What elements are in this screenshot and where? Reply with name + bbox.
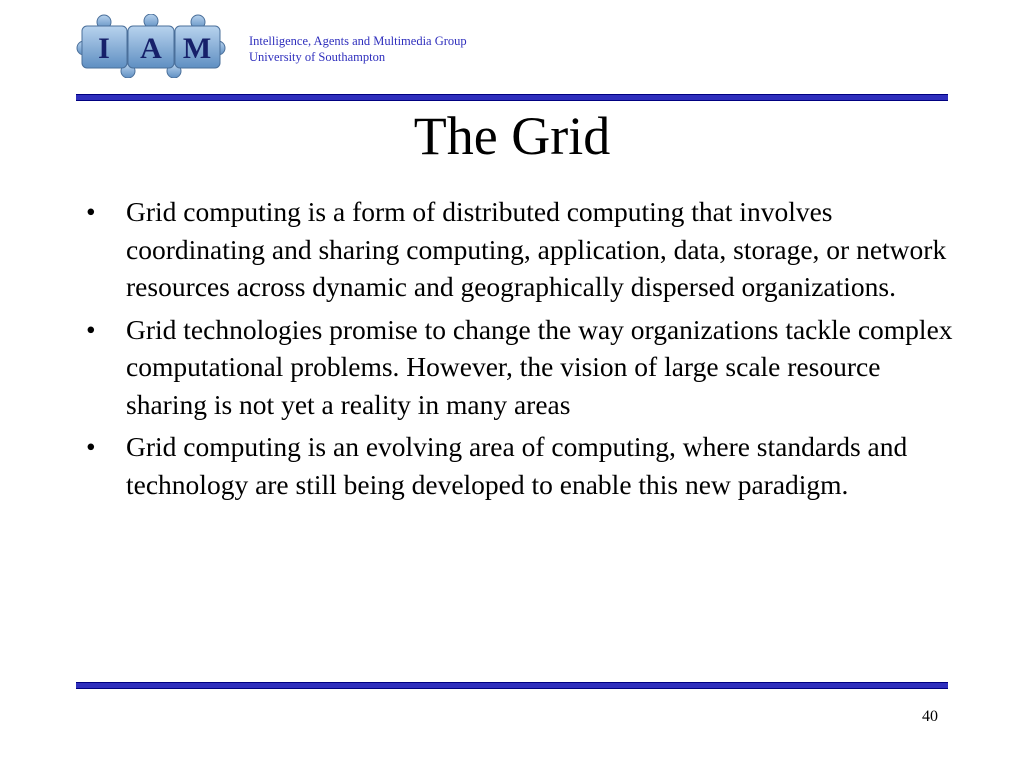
top-divider bbox=[76, 94, 948, 101]
bottom-divider bbox=[76, 682, 948, 689]
university-name: University of Southampton bbox=[249, 50, 386, 64]
bullet-item bbox=[86, 311, 956, 424]
bullet-text: Grid computing is a form of distributed computing that involves coordinating and sharing computing, application, data, storage, or network resources across dynamic and geographically dispersed organizations. bbox=[126, 196, 947, 302]
bullet-dot-icon: • bbox=[86, 431, 96, 462]
group-name: Intelligence, Agents and Multimedia Group bbox=[249, 34, 467, 48]
bullet-item bbox=[86, 428, 956, 503]
slide-title: The Grid bbox=[413, 106, 611, 166]
bullet-list bbox=[86, 193, 956, 508]
bullet-dot-icon: • bbox=[86, 196, 96, 227]
puzzle-logo-icon bbox=[76, 14, 226, 78]
logo-letter-a: A bbox=[140, 32, 162, 65]
bullet-dot-icon: • bbox=[86, 313, 96, 345]
logo-letter-m: M bbox=[182, 32, 212, 65]
iam-logo bbox=[76, 14, 226, 78]
logo-letter-i: I bbox=[98, 32, 110, 65]
group-info bbox=[249, 33, 467, 65]
bullet-item bbox=[86, 193, 956, 306]
page-number: 40 bbox=[922, 708, 938, 725]
bullet-text: Grid technologies promise to change the way organizations tackle complex computational problems. However, the vision of large scale resource sharing is not yet a reality in many areas bbox=[126, 313, 953, 420]
bullet-text: Grid computing is an evolving area of computing, where standards and technology are still being developed to enable this new paradigm. bbox=[126, 431, 908, 500]
